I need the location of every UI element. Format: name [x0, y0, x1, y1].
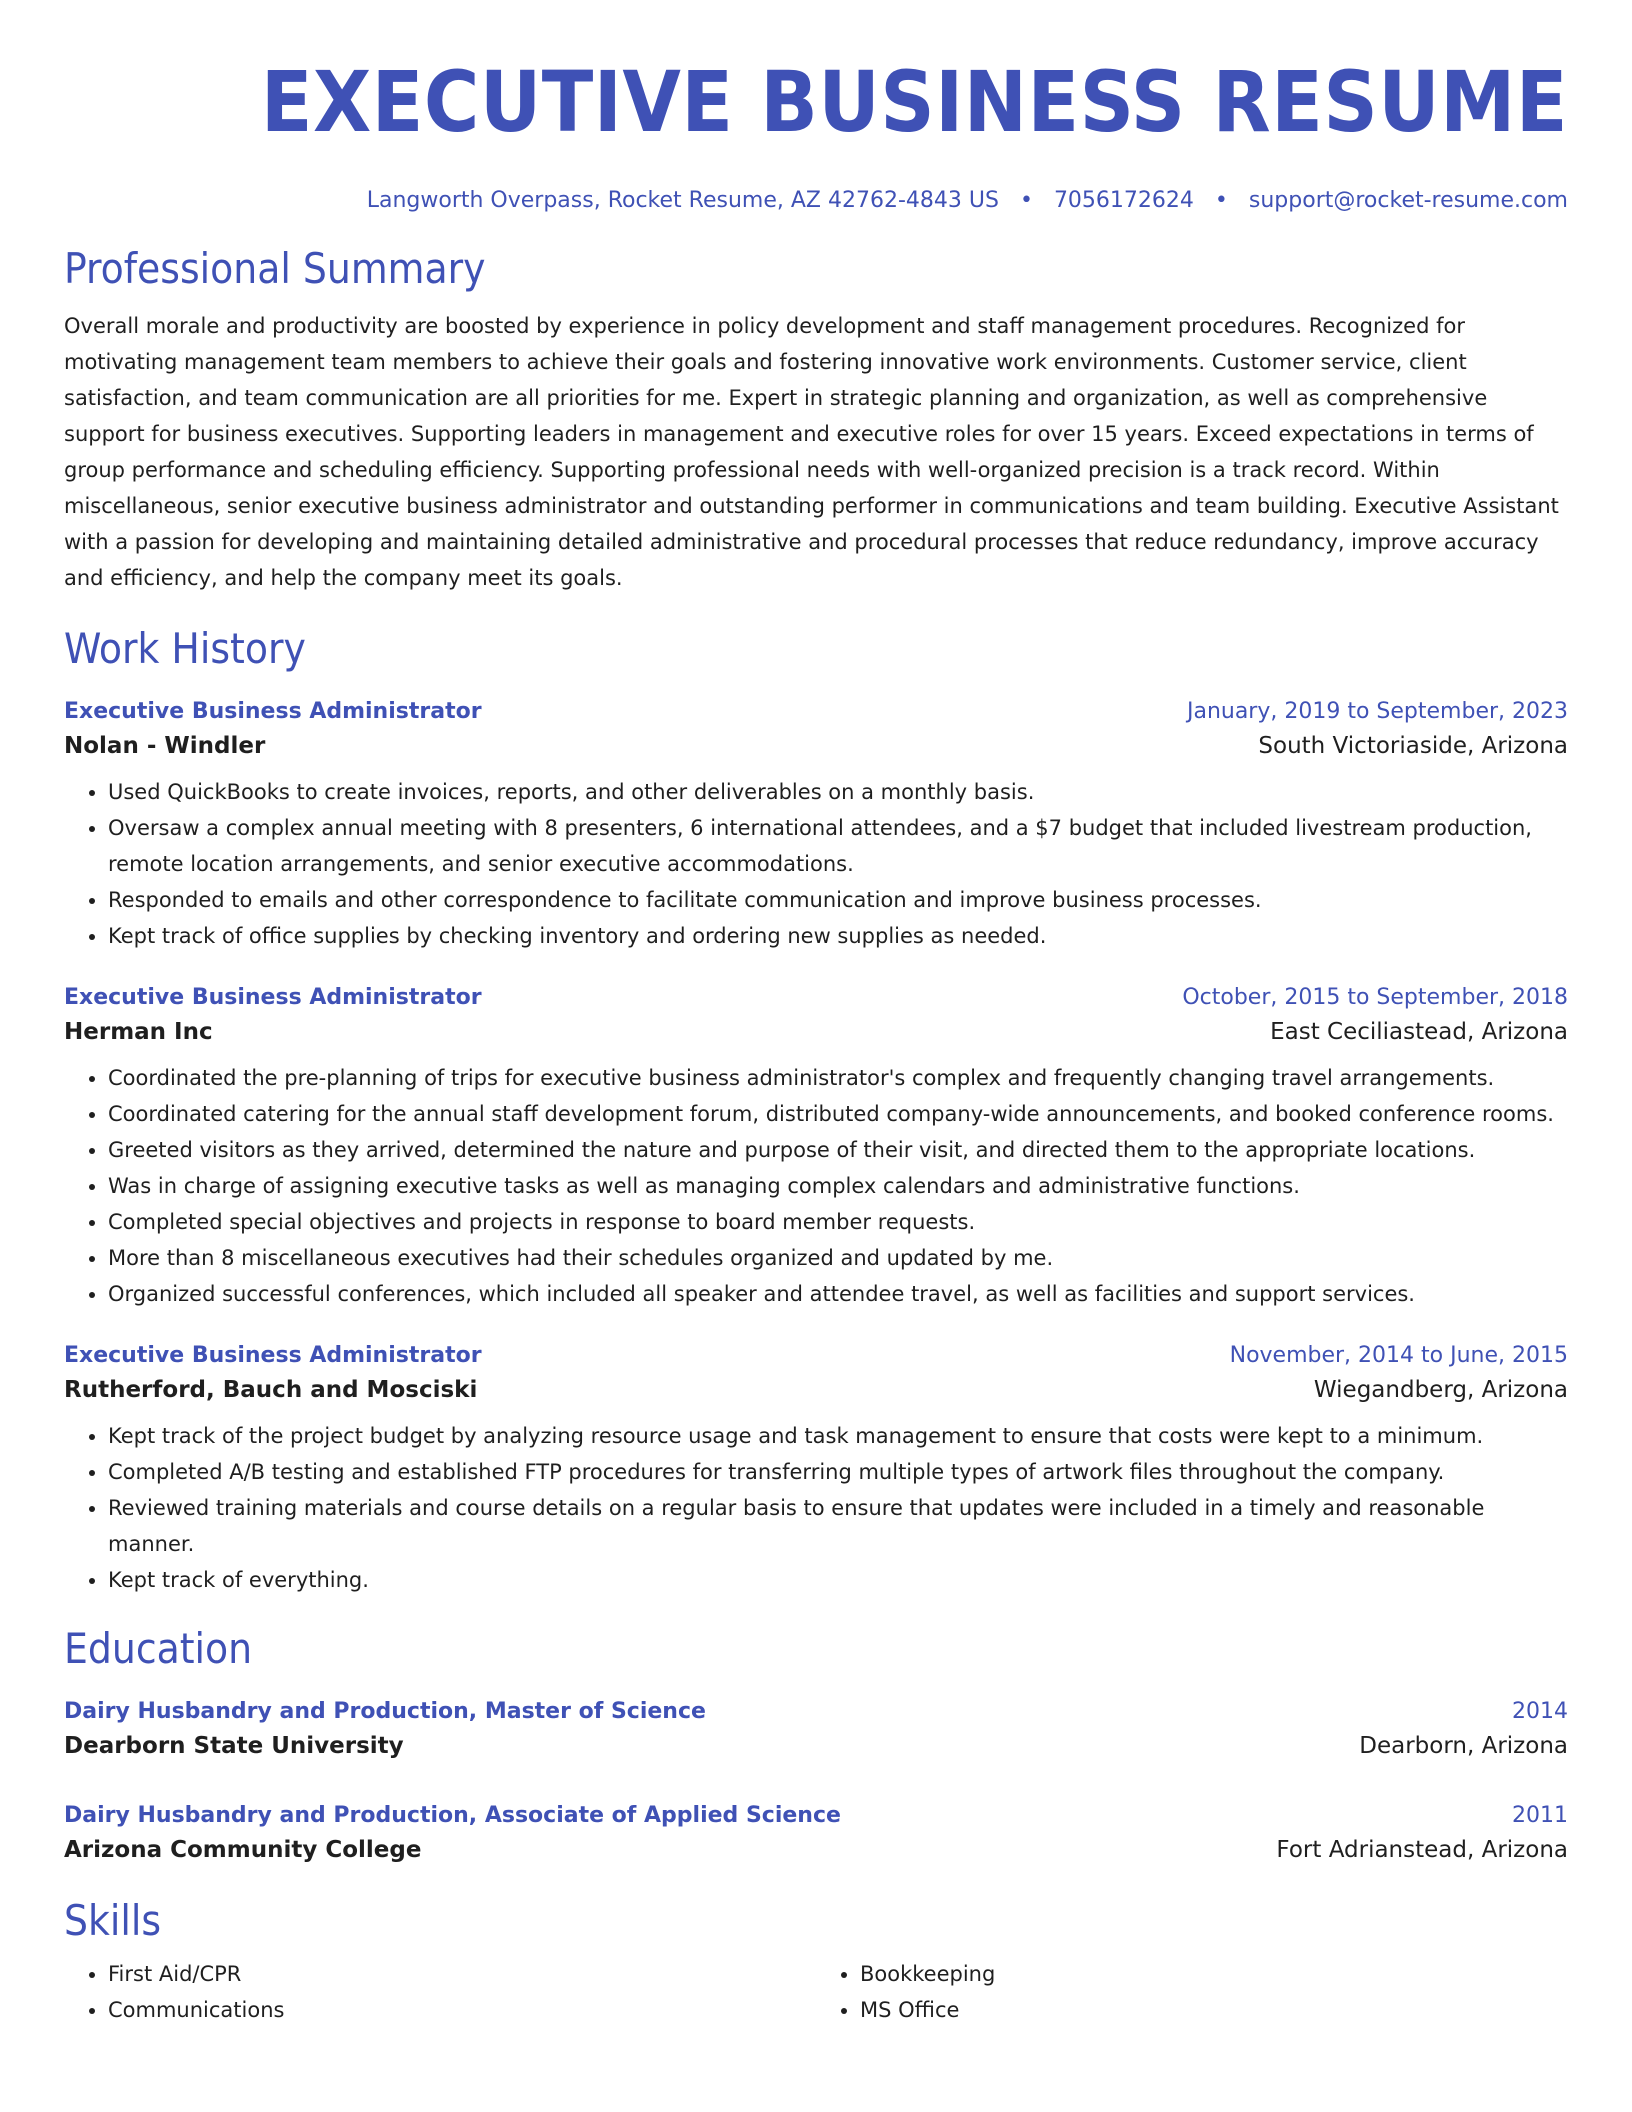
education-entry	[64, 1800, 1568, 1868]
job-bullet: • Used QuickBooks to create invoices, reports, and other deliverables on a monthly basis.	[108, 774, 1568, 810]
job-bullet: • Greeted visitors as they arrived, determined the nature and purpose of their visit, and directed them to the appropriate locations.	[108, 1132, 1568, 1168]
education-year: 2014	[1512, 1699, 1568, 1724]
skill-item: • First Aid/CPR	[108, 1956, 816, 1992]
job-title: Executive Business Administrator	[64, 985, 482, 1010]
skills-columns	[64, 1956, 1568, 2028]
summary-section	[64, 244, 1568, 596]
job-bullet: • Kept track of office supplies by checking inventory and ordering new supplies as needed.	[108, 918, 1568, 954]
job-entry	[64, 982, 1568, 1312]
skill-item: • Communications	[108, 1992, 816, 2028]
education-entry	[64, 1696, 1568, 1764]
job-title: Executive Business Administrator	[64, 1343, 482, 1368]
contact-separator: •	[1214, 188, 1228, 213]
education-location: Fort Adrianstead, Arizona	[1276, 1837, 1568, 1863]
education-heading: Education	[64, 1624, 253, 1673]
skills-heading: Skills	[64, 1896, 162, 1945]
job-bullet: • Organized successful conferences, which included all speaker and attendee travel, as well as facilities and support services.	[108, 1276, 1568, 1312]
resume-name: EXECUTIVE BUSINESS RESUME	[260, 53, 1568, 151]
contact-phone[interactable]: 7056172624	[1053, 188, 1194, 213]
job-title: Executive Business Administrator	[64, 699, 482, 724]
job-bullet: • Completed special objectives and projects in response to board member requests.	[108, 1204, 1568, 1240]
skills-column-left	[64, 1956, 816, 2028]
job-company: Rutherford, Bauch and Mosciski	[64, 1377, 478, 1403]
job-dates: October, 2015 to September, 2018	[1182, 985, 1568, 1010]
skill-item: • Bookkeeping	[860, 1956, 1568, 1992]
job-location: Wiegandberg, Arizona	[1313, 1377, 1568, 1403]
job-location: South Victoriaside, Arizona	[1258, 733, 1568, 759]
skills-section	[64, 1896, 1568, 2028]
resume-header	[64, 0, 1568, 216]
work-heading: Work History	[64, 624, 306, 673]
job-bullet: • Kept track of the project budget by analyzing resource usage and task management to ensure that costs were kept to a minimum.	[108, 1418, 1568, 1454]
education-section	[64, 1624, 1568, 1868]
education-school: Dearborn State University	[64, 1733, 404, 1759]
job-bullet: • Coordinated catering for the annual staff development forum, distributed company-wide announcements, and booked conference rooms.	[108, 1096, 1568, 1132]
job-entry	[64, 696, 1568, 954]
contact-email[interactable]: support@rocket-resume.com	[1248, 188, 1568, 213]
job-bullet: • Was in charge of assigning executive tasks as well as managing complex calendars and administrative functions.	[108, 1168, 1568, 1204]
job-entry	[64, 1340, 1568, 1598]
job-dates: November, 2014 to June, 2015	[1229, 1343, 1568, 1368]
education-degree: Dairy Husbandry and Production, Master of Science	[64, 1699, 706, 1724]
summary-heading: Professional Summary	[64, 244, 486, 293]
education-degree: Dairy Husbandry and Production, Associate of Applied Science	[64, 1803, 841, 1828]
job-bullet: • Oversaw a complex annual meeting with 8 presenters, 6 international attendees, and a $7 budget that included livestream production, remote location arrangements, and senior executive accommodations.	[108, 810, 1568, 882]
job-dates: January, 2019 to September, 2023	[1186, 699, 1568, 724]
contact-line	[64, 186, 1568, 216]
job-bullets	[64, 774, 1568, 954]
job-location: East Ceciliastead, Arizona	[1270, 1019, 1568, 1045]
skill-item: • MS Office	[860, 1992, 1568, 2028]
job-bullet: • Completed A/B testing and established FTP procedures for transferring multiple types of artwork files throughout the company.	[108, 1454, 1568, 1490]
job-bullet: • Coordinated the pre-planning of trips for executive business administrator's complex and frequently changing travel arrangements.	[108, 1060, 1568, 1096]
job-bullets	[64, 1060, 1568, 1312]
skills-column-right	[816, 1956, 1568, 2028]
job-bullet: • Responded to emails and other correspondence to facilitate communication and improve business processes.	[108, 882, 1568, 918]
summary-text: Overall morale and productivity are boosted by experience in policy development and staff management procedures. Recognized for motivating management team members to achieve their goals and fostering innovative work environments. Customer service, client satisfaction, and team communication are all priorities for me. Expert in strategic planning and organization, as well as comprehensive support for business executives. Supporting leaders in management and executive roles for over 15 years. Exceed expectations in terms of group performance and scheduling efficiency. Supporting professional needs with well-organized precision is a track record. Within miscellaneous, senior executive business administrator and outstanding performer in communications and team building. Executive Assistant with a passion for developing and maintaining detailed administrative and procedural processes that reduce redundancy, improve accuracy and efficiency, and help the company meet its goals.	[64, 314, 1559, 590]
job-bullet: • Reviewed training materials and course details on a regular basis to ensure that updates were included in a timely and reasonable manner.	[108, 1490, 1568, 1562]
contact-separator: •	[1019, 188, 1033, 213]
education-school: Arizona Community College	[64, 1837, 422, 1863]
job-bullets	[64, 1418, 1568, 1598]
contact-address: Langworth Overpass, Rocket Resume, AZ 42762-4843 US	[366, 188, 999, 213]
work-section	[64, 624, 1568, 1598]
education-year: 2011	[1512, 1803, 1568, 1828]
job-bullet: • Kept track of everything.	[108, 1562, 1568, 1598]
job-bullet: • More than 8 miscellaneous executives had their schedules organized and updated by me.	[108, 1240, 1568, 1276]
job-company: Herman Inc	[64, 1019, 213, 1045]
job-company: Nolan - Windler	[64, 733, 266, 759]
education-location: Dearborn, Arizona	[1359, 1733, 1568, 1759]
